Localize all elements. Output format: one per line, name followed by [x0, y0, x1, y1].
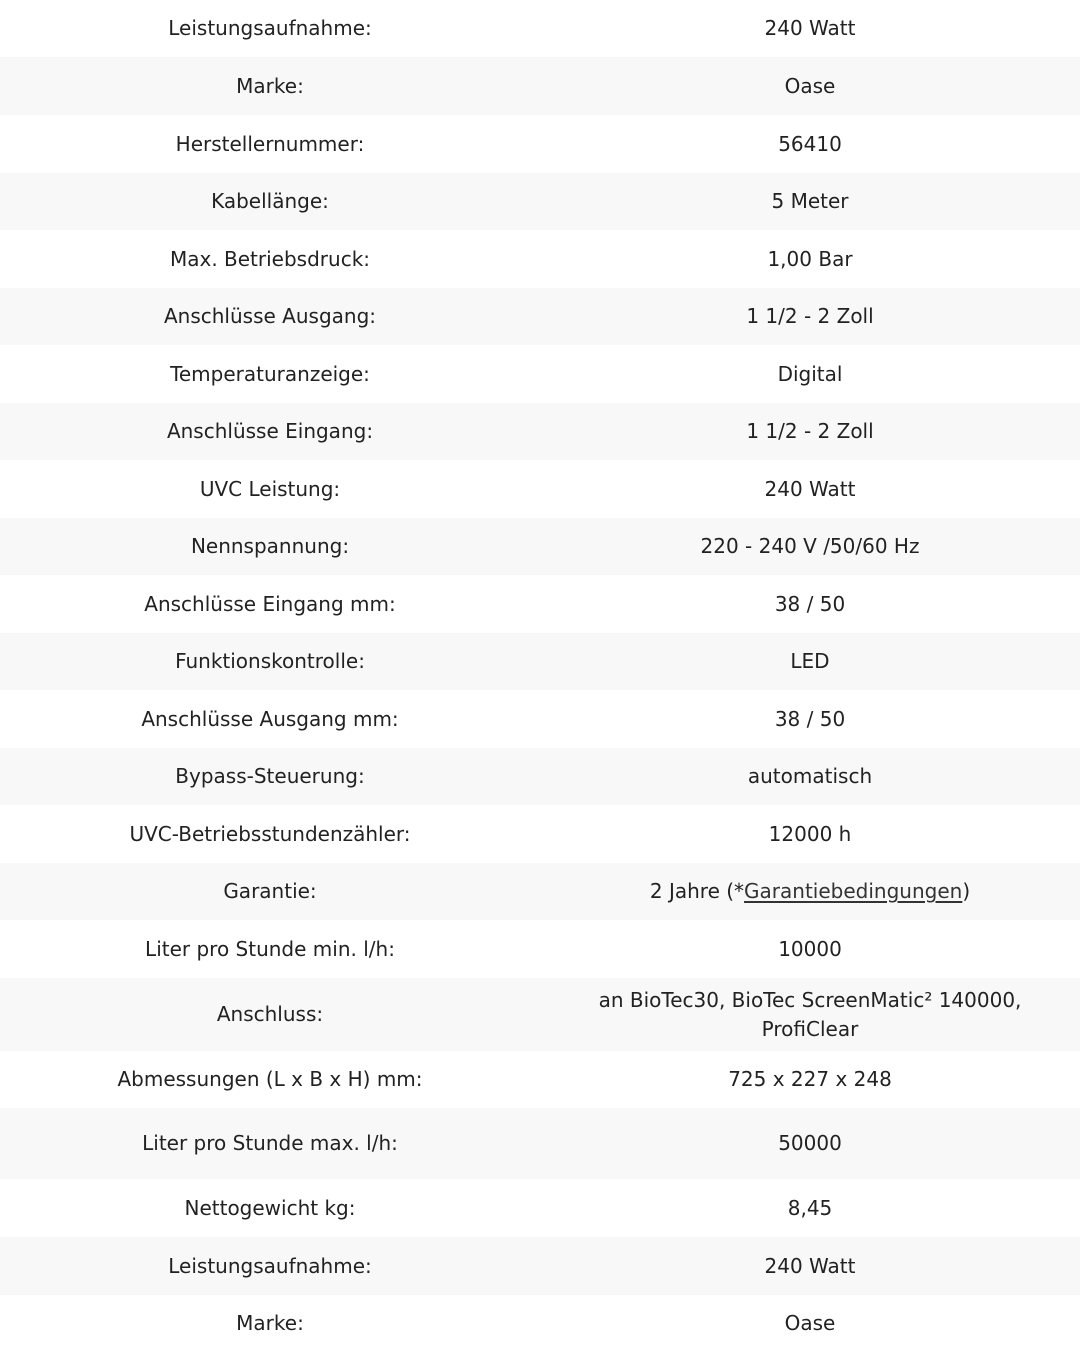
spec-row [0, 288, 1080, 345]
spec-row [0, 518, 1080, 575]
spec-label: Max. Betriebsdruck: [0, 230, 540, 288]
spec-label: Liter pro Stunde max. l/h: [0, 1108, 540, 1179]
spec-label: Marke: [0, 1295, 540, 1350]
spec-label: Nettogewicht kg: [0, 1179, 540, 1237]
spec-label: Marke: [0, 57, 540, 115]
spec-value: 38 / 50 [540, 575, 1080, 633]
spec-value: automatisch [540, 748, 1080, 805]
spec-value: 725 x 227 x 248 [540, 1051, 1080, 1108]
spec-value: Digital [540, 345, 1080, 403]
spec-label: Herstellernummer: [0, 115, 540, 173]
spec-value: Oase [540, 57, 1080, 115]
spec-value: 240 Watt [540, 0, 1080, 57]
spec-row [0, 863, 1080, 920]
spec-row [0, 57, 1080, 115]
spec-label: Anschlüsse Eingang mm: [0, 575, 540, 633]
spec-row [0, 0, 1080, 57]
spec-value: 1 1/2 - 2 Zoll [540, 288, 1080, 345]
spec-label: Anschlüsse Ausgang mm: [0, 690, 540, 748]
spec-value: 12000 h [540, 805, 1080, 863]
spec-row [0, 1295, 1080, 1350]
spec-label: Liter pro Stunde min. l/h: [0, 920, 540, 978]
spec-value: Oase [540, 1295, 1080, 1350]
spec-value: 240 Watt [540, 460, 1080, 518]
spec-row [0, 460, 1080, 518]
spec-value: 8,45 [540, 1179, 1080, 1237]
spec-row [0, 978, 1080, 1051]
warranty-text-suffix: ) [962, 879, 971, 903]
spec-label: Funktionskontrolle: [0, 633, 540, 690]
spec-label: Leistungsaufnahme: [0, 1237, 540, 1295]
spec-row [0, 173, 1080, 230]
spec-row [0, 230, 1080, 288]
spec-label: Bypass-Steuerung: [0, 748, 540, 805]
spec-value: 1,00 Bar [540, 230, 1080, 288]
spec-value: 56410 [540, 115, 1080, 173]
warranty-terms-link[interactable]: Garantiebedingungen [744, 879, 963, 903]
spec-label: Garantie: [0, 863, 540, 920]
spec-row [0, 1179, 1080, 1237]
spec-row [0, 748, 1080, 805]
spec-row [0, 403, 1080, 460]
spec-label: Anschlüsse Eingang: [0, 403, 540, 460]
spec-label: Anschlüsse Ausgang: [0, 288, 540, 345]
spec-label: Anschluss: [0, 978, 540, 1051]
spec-value: 1 1/2 - 2 Zoll [540, 403, 1080, 460]
spec-value [540, 863, 1080, 920]
spec-label: UVC-Betriebsstundenzähler: [0, 805, 540, 863]
spec-row [0, 1108, 1080, 1179]
spec-row [0, 1237, 1080, 1295]
warranty-text-prefix: 2 Jahre (* [649, 879, 745, 903]
spec-row [0, 690, 1080, 748]
spec-label: UVC Leistung: [0, 460, 540, 518]
spec-label: Nennspannung: [0, 518, 540, 575]
spec-value: 5 Meter [540, 173, 1080, 230]
spec-row [0, 633, 1080, 690]
spec-row [0, 920, 1080, 978]
spec-value: 240 Watt [540, 1237, 1080, 1295]
spec-label: Abmessungen (L x B x H) mm: [0, 1051, 540, 1108]
spec-row [0, 805, 1080, 863]
spec-row [0, 575, 1080, 633]
spec-row [0, 1051, 1080, 1108]
spec-label: Temperaturanzeige: [0, 345, 540, 403]
spec-label: Leistungsaufnahme: [0, 0, 540, 57]
spec-value: 10000 [540, 920, 1080, 978]
spec-value: LED [540, 633, 1080, 690]
spec-row [0, 345, 1080, 403]
spec-value: 38 / 50 [540, 690, 1080, 748]
spec-value: an BioTec30, BioTec ScreenMatic² 140000, ProfiClear [540, 978, 1080, 1051]
spec-row [0, 115, 1080, 173]
spec-label: Kabellänge: [0, 173, 540, 230]
spec-value: 220 - 240 V /50/60 Hz [540, 518, 1080, 575]
spec-value: 50000 [540, 1108, 1080, 1179]
